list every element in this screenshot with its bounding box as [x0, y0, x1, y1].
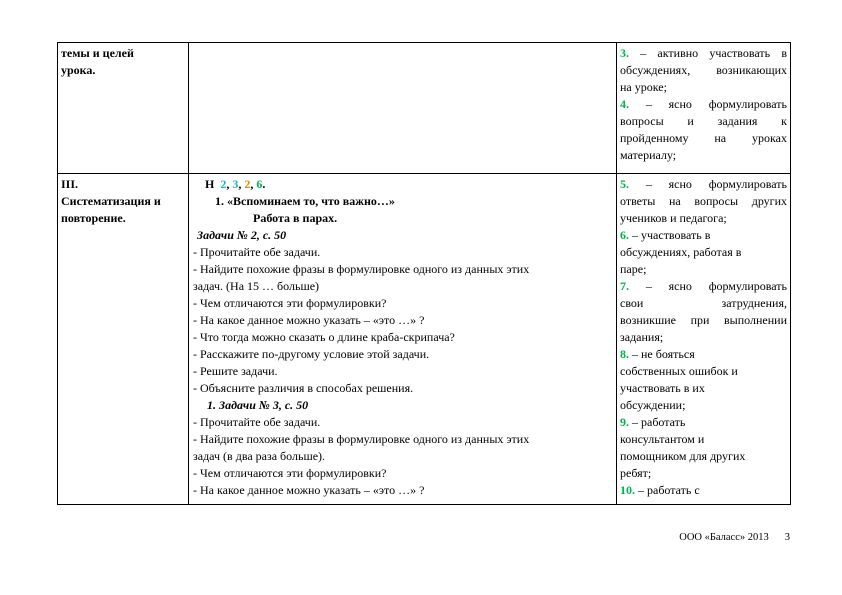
task-line: - Прочитайте обе задачи.	[193, 415, 321, 429]
result-line: 6. – участвовать в	[620, 228, 711, 242]
result-line: помощником для других	[620, 449, 746, 463]
stage-line: темы и целей	[61, 46, 134, 60]
work-mode: Работа в парах.	[253, 211, 338, 225]
task-line: - Чем отличаются эти формулировки?	[193, 466, 387, 480]
task-line: - Расскажите по-другому условие этой задачи.	[193, 347, 430, 361]
result-number: 10.	[620, 483, 635, 497]
result-line: обсуждении;	[620, 398, 686, 412]
task-line: - Решите задачи.	[193, 364, 278, 378]
content-header: Н 2, 3, 2, 6.	[205, 177, 266, 191]
content-cell	[189, 174, 617, 504]
result-line: 5. – ясно формулировать	[620, 177, 788, 191]
stage-line: урока.	[61, 63, 96, 77]
result-number: 4.	[620, 97, 629, 111]
stage-line: III.	[61, 177, 79, 191]
result-line: задания;	[620, 330, 664, 344]
result-line: учеников и педагога;	[620, 211, 727, 225]
task-line: - Найдите похожие фразы в формулировке одного из данных этих	[193, 262, 530, 276]
table-row	[57, 42, 791, 174]
task-line: - На какое данное можно указать – «это …» ?	[193, 313, 425, 327]
stage-cell	[58, 43, 189, 173]
result-number: 6.	[620, 228, 629, 242]
result-number: 9.	[620, 415, 629, 429]
result-line: пройденному на уроках	[620, 131, 787, 145]
task-line: - Чем отличаются эти формулировки?	[193, 296, 387, 310]
result-number: 8.	[620, 347, 629, 361]
table-row	[57, 174, 791, 505]
publisher-text: ООО «Баласс» 2013	[679, 532, 769, 543]
result-line: свои затруднения,	[620, 296, 787, 310]
result-line: 4. – ясно формулировать	[620, 97, 788, 111]
result-number: 7.	[620, 279, 629, 293]
task-line: задач. (На 15 … больше)	[193, 279, 320, 293]
task-title: Задачи № 2, с. 50	[197, 228, 287, 242]
results-cell	[617, 43, 790, 173]
result-line: 8. – не бояться	[620, 347, 695, 361]
result-line: ребят;	[620, 466, 652, 480]
task-line: - Найдите похожие фразы в формулировке одного из данных этих	[193, 432, 530, 446]
result-line: на уроке;	[620, 80, 667, 94]
result-line: возникшие при выполнении	[620, 313, 787, 327]
result-line: вопросы и задания к	[620, 114, 787, 128]
result-line: 9. – работать	[620, 415, 686, 429]
page-footer	[600, 532, 790, 543]
task-line: - На какое данное можно указать – «это …» ?	[193, 483, 425, 497]
results-cell	[617, 174, 790, 504]
task-line: - Что тогда можно сказать о длине краба-скрипача?	[193, 330, 455, 344]
stage-line: Систематизация и	[61, 194, 161, 208]
result-line: 7. – ясно формулировать	[620, 279, 788, 293]
page-number: 3	[784, 532, 790, 543]
result-number: 3.	[620, 46, 629, 60]
result-line: 3. – активно участвовать в	[620, 46, 787, 60]
result-number: 5.	[620, 177, 629, 191]
stage-cell	[58, 174, 189, 504]
result-line: консультантом и	[620, 432, 705, 446]
stage-line: повторение.	[61, 211, 126, 225]
result-line: паре;	[620, 262, 647, 276]
result-line: собственных ошибок и	[620, 364, 738, 378]
result-line: материалу;	[620, 148, 677, 162]
task-line: задач (в два раза больше).	[193, 449, 326, 463]
result-line: участвовать в их	[620, 381, 705, 395]
item-title: 1. «Вспоминаем то, что важно…»	[215, 194, 395, 208]
task-title: 1. Задачи № 3, с. 50	[207, 398, 309, 412]
task-line: - Прочитайте обе задачи.	[193, 245, 321, 259]
result-line: ответы на вопросы других	[620, 194, 787, 208]
lesson-plan-table	[57, 42, 791, 505]
content-cell	[189, 43, 617, 173]
result-line: обсуждениях, работая в	[620, 245, 742, 259]
result-line: 10. – работать с	[620, 483, 700, 497]
task-line: - Объясните различия в способах решения.	[193, 381, 414, 395]
result-line: обсуждениях, возникающих	[620, 63, 787, 77]
